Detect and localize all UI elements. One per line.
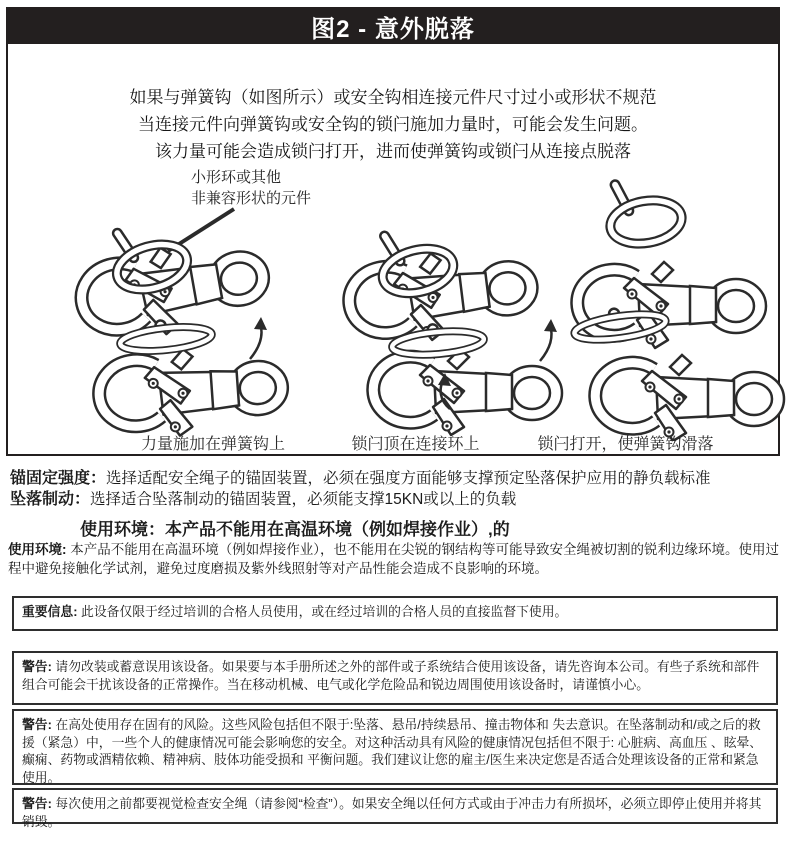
warning-box-modification	[12, 651, 778, 705]
environment-text: 本产品不能用在高温环境（例如焊接作业），也不能用在尖锐的钢结构等可能导致安全绳被切割的锐利边缘环境。使用过程中避免接触化学试剂，避免过度磨损及紫外线照射等对产品性能会造成不良影响的环境。	[8, 542, 780, 576]
environment-paragraph	[8, 540, 782, 578]
force-applied-hook-icon	[50, 317, 302, 439]
fall-arrest-line	[10, 489, 782, 510]
anchor-section	[10, 468, 782, 540]
use-environment-label: 使用环境：	[80, 520, 165, 539]
warning-modification-label: 警告:	[22, 659, 52, 674]
warning-box-inspection	[12, 788, 778, 829]
fall-arrest-text: 选择适合坠落制动的锚固装置，必须能支撑15KN或以上的负载	[90, 491, 517, 508]
important-info-label: 重要信息:	[22, 604, 78, 619]
warning-box-health-risks	[12, 709, 778, 785]
ring-annotation-line-1: 小形环或其他	[191, 169, 282, 186]
intro-line-1: 如果与弹簧钩（如图所示）或安全钩相连接元件尺寸过小或形状不规范	[129, 88, 657, 107]
caption-gate-pressed: 锁闩顶在连接环上	[351, 436, 480, 453]
use-environment-line	[80, 519, 782, 540]
warning-health-label: 警告:	[22, 717, 52, 732]
intro-line-2: 当连接元件向弹簧钩或安全钩的锁闩施加力量时，可能会发生问题。	[138, 115, 648, 134]
warning-modification-text: 请勿改装或蓄意误用该设备。如果要与本手册所述之外的部件或子系统结合使用该设备，请先咨询本公司。有些子系统和部件组合可能会干扰该设备的正常操作。当在移动机械、电气或化学危险品和锐边周围使用该设备时，请谨慎小心。	[22, 659, 760, 692]
intro-line-3: 该力量可能会造成锁闩打开，进而使弹簧钩或锁闩从连接点脱落	[155, 142, 631, 161]
figure-intro	[8, 84, 778, 165]
anchor-strength-label: 锚固定强度：	[10, 470, 107, 487]
figure-box	[6, 7, 780, 456]
important-info-text: 此设备仅限于经过培训的合格人员使用，或在经过培训的合格人员的直接监督下使用。	[81, 604, 568, 619]
figure-title: 图2 - 意外脱落	[311, 16, 475, 43]
fall-arrest-label: 坠落制动：	[10, 491, 91, 508]
anchor-strength-text: 选择适配安全绳子的锚固装置，必须在强度方面能够支撑预定坠落保护应用的静负载标准	[106, 470, 711, 487]
caption-gate-open: 锁闩打开，使弹簧钩滑落	[537, 436, 714, 453]
environment-label: 使用环境:	[8, 542, 67, 557]
warning-health-text: 在高处使用存在固有的风险。这些风险包括但不限于:坠落、悬吊/持续悬吊、撞击物体和 失去意识。在坠落制动和/或之后的救援（紧急）中，一些个人的健康情况可能会影响您的安全。对这种活动具有风险的健康情况包括但不限于: 心脏病、高血压 、眩晕、癫痫、药物或酒精依赖、精神病、肢体功能受损和 平衡问题。我们建议让您的雇主/医生来决定您是否适合处理该设备的正常和紧急使用。	[22, 717, 763, 785]
caption-force-applied: 力量施加在弹簧钩上	[140, 436, 285, 453]
warning-inspection-label: 警告:	[22, 796, 52, 811]
important-info-box	[12, 596, 778, 631]
anchor-strength-line	[10, 468, 782, 489]
gate-open-hook-slips-icon	[556, 307, 790, 441]
gate-pressed-on-ring-icon	[326, 317, 578, 439]
warning-inspection-text: 每次使用之前都要视觉检查安全绳（请参阅“检查”）。如果安全绳以任何方式或由于冲击力有所损坏，必须立即停止使用并将其 销毁。	[22, 796, 762, 829]
use-environment-text: 本产品不能用在高温环境（例如焊接作业）,的	[165, 520, 510, 539]
figure-header-bar	[8, 9, 778, 44]
ring-annotation-line-2: 非兼容形状的元件	[191, 190, 312, 207]
